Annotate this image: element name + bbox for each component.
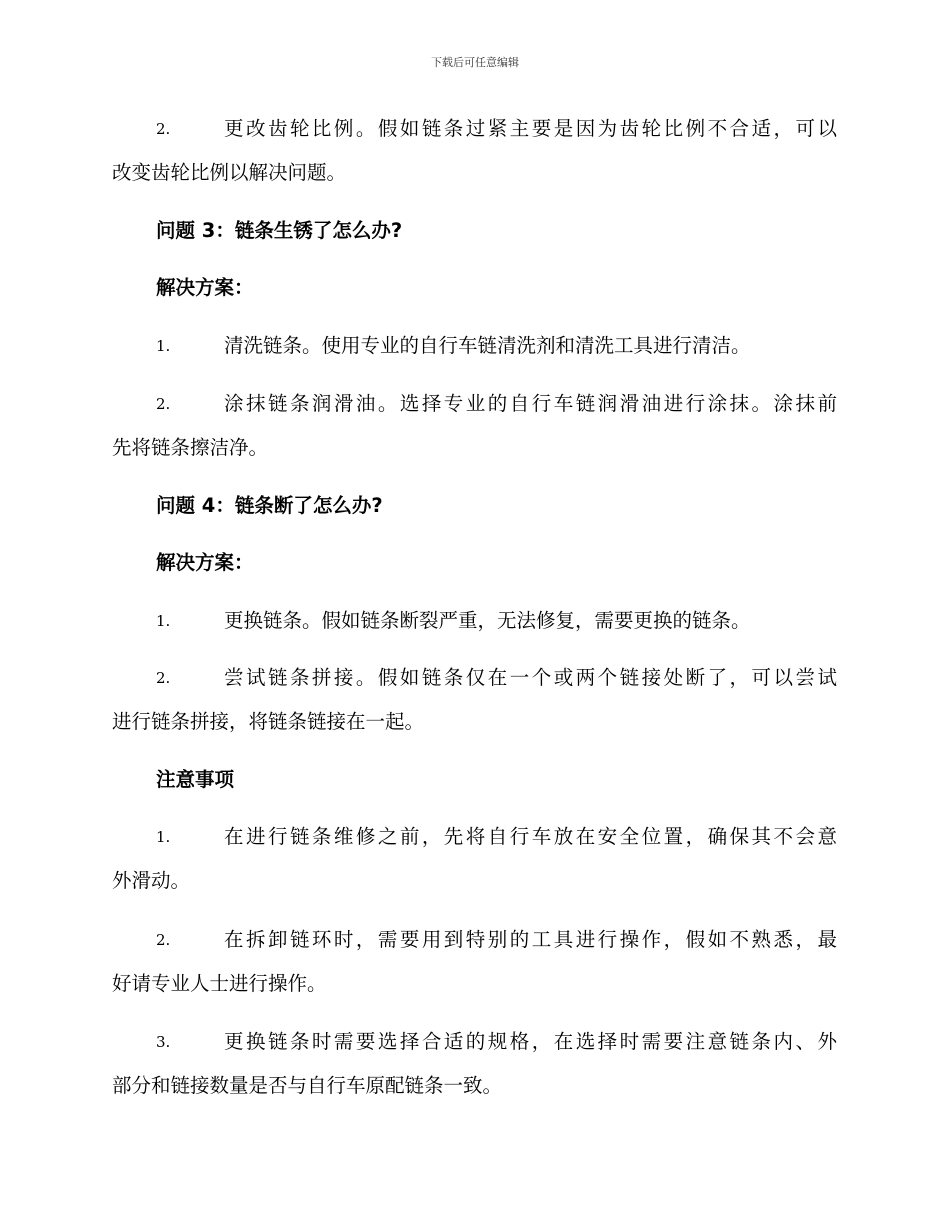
list-item-text-line-2: 外滑动。 (112, 869, 191, 892)
list-item-text-line-1: 更换链条时需要选择合适的规格，在选择时需要注意链条内、外 (224, 1030, 837, 1053)
list-item-number: 1. (156, 828, 171, 846)
list-item-text-line-2: 改变齿轮比例以解决问题。 (112, 161, 347, 184)
list-item-text-line-2: 进行链条拼接，将链条链接在一起。 (112, 710, 425, 733)
list-item-text-line-1: 在拆卸链环时，需要用到特别的工具进行操作，假如不熟悉，最 (224, 928, 837, 951)
list-item (112, 918, 837, 1006)
list-item (112, 107, 837, 195)
list-item-text-line-1: 更换链条。假如链条断裂严重，无法修复，需要更换的链条。 (224, 609, 751, 632)
list-item-number: 2. (156, 120, 171, 138)
list-item-text-line-1: 涂抹链条润滑油。选择专业的自行车链润滑油进行涂抹。涂抹前 (224, 392, 837, 415)
list-item-number: 2. (156, 931, 171, 949)
list-item-text-line-2: 部分和链接数量是否与自行车原配链条一致。 (112, 1074, 503, 1097)
list-item-number: 1. (156, 337, 171, 355)
list-item-number: 2. (156, 669, 171, 687)
list-item-number: 2. (156, 395, 171, 413)
page-header: 下载后可任意编辑 (431, 56, 519, 69)
list-item (112, 599, 837, 643)
section-heading-notes: 注意事项 (156, 768, 235, 791)
list-item-text-line-1: 在进行链条维修之前，先将自行车放在安全位置，确保其不会意 (224, 825, 837, 848)
list-item-text-line-2: 先将链条擦洁净。 (112, 436, 269, 459)
list-item (112, 382, 837, 470)
solution-heading: 解决方案： (156, 276, 254, 299)
list-item-text-line-1: 尝试链条拼接。假如链条仅在一个或两个链接处断了，可以尝试 (224, 666, 837, 689)
list-item-text-line-1: 更改齿轮比例。假如链条过紧主要是因为齿轮比例不合适，可以 (224, 117, 837, 140)
list-item-text-line-1: 清洗链条。使用专业的自行车链清洗剂和清洗工具进行清洁。 (224, 334, 751, 357)
list-item (112, 656, 837, 744)
list-item (112, 324, 837, 368)
list-item-text-line-2: 好请专业人士进行操作。 (112, 972, 327, 995)
list-item (112, 815, 837, 903)
list-item-number: 1. (156, 612, 171, 630)
section-heading-problem-3: 问题 3：链条生锈了怎么办? (156, 219, 403, 242)
list-item (112, 1020, 837, 1108)
solution-heading: 解决方案： (156, 551, 254, 574)
list-item-number: 3. (156, 1033, 171, 1051)
section-heading-problem-4: 问题 4：链条断了怎么办? (156, 494, 383, 517)
